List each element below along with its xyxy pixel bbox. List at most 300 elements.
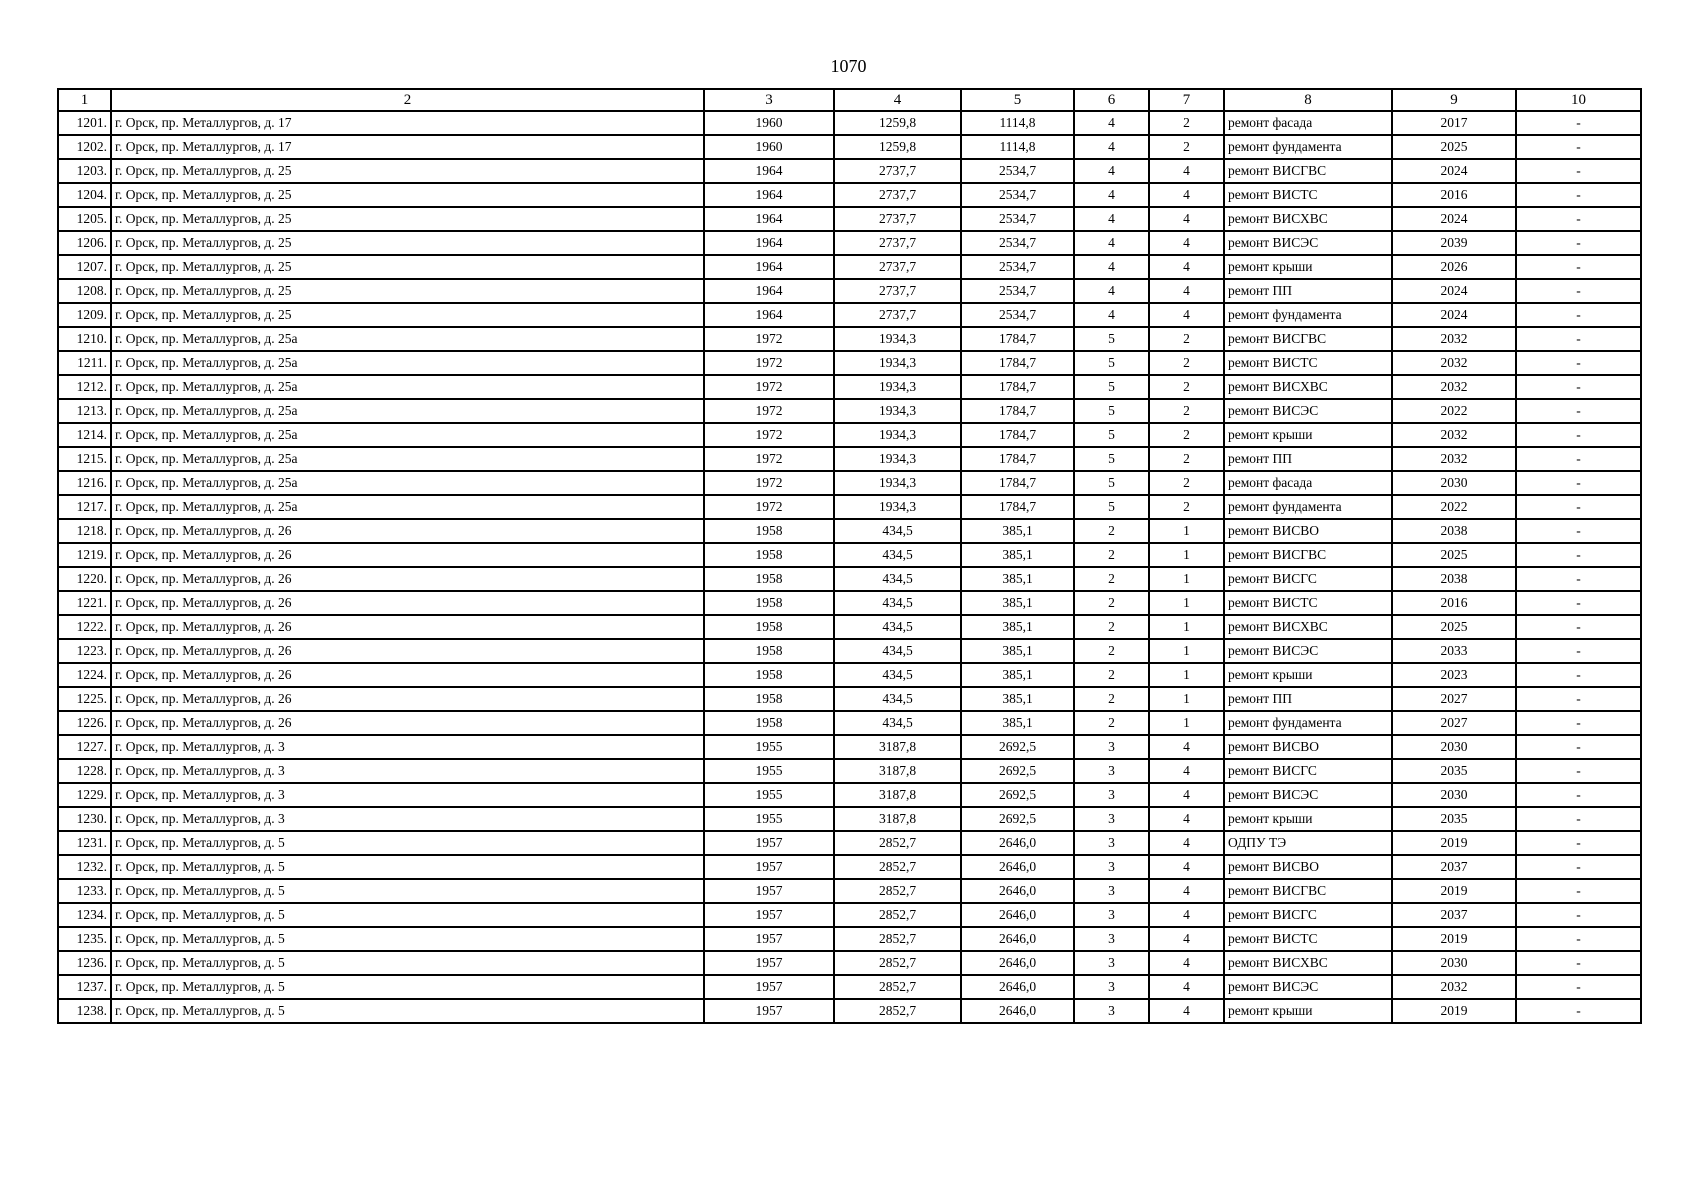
cell-planned-year: 2037 bbox=[1392, 903, 1516, 927]
cell-note: - bbox=[1516, 735, 1641, 759]
header-row bbox=[58, 89, 1641, 111]
table-row bbox=[58, 279, 1641, 303]
cell-floors: 3 bbox=[1074, 999, 1149, 1023]
cell-address: г. Орск, пр. Металлургов, д. 5 bbox=[111, 927, 704, 951]
cell-planned-year: 2038 bbox=[1392, 567, 1516, 591]
cell-floors: 5 bbox=[1074, 327, 1149, 351]
cell-work-type: ремонт ВИСВО bbox=[1224, 855, 1392, 879]
cell-floors: 5 bbox=[1074, 423, 1149, 447]
column-header-9: 9 bbox=[1392, 89, 1516, 111]
column-header-6: 6 bbox=[1074, 89, 1149, 111]
cell-work-type: ремонт ВИСХВС bbox=[1224, 207, 1392, 231]
cell-living-area: 1784,7 bbox=[961, 447, 1074, 471]
cell-year-built: 1972 bbox=[704, 495, 834, 519]
cell-total-area: 434,5 bbox=[834, 519, 961, 543]
cell-note: - bbox=[1516, 639, 1641, 663]
cell-note: - bbox=[1516, 207, 1641, 231]
cell-row-number: 1223. bbox=[58, 639, 111, 663]
table-row bbox=[58, 615, 1641, 639]
cell-living-area: 2534,7 bbox=[961, 159, 1074, 183]
cell-row-number: 1210. bbox=[58, 327, 111, 351]
cell-work-type: ремонт ВИСТС bbox=[1224, 927, 1392, 951]
cell-total-area: 1934,3 bbox=[834, 399, 961, 423]
cell-address: г. Орск, пр. Металлургов, д. 3 bbox=[111, 735, 704, 759]
cell-work-type: ремонт фасада bbox=[1224, 111, 1392, 135]
cell-year-built: 1972 bbox=[704, 447, 834, 471]
table-row bbox=[58, 375, 1641, 399]
cell-floors: 4 bbox=[1074, 303, 1149, 327]
cell-work-type: ремонт ВИСЭС bbox=[1224, 399, 1392, 423]
column-header-10: 10 bbox=[1516, 89, 1641, 111]
cell-address: г. Орск, пр. Металлургов, д. 26 bbox=[111, 711, 704, 735]
cell-planned-year: 2025 bbox=[1392, 135, 1516, 159]
cell-total-area: 434,5 bbox=[834, 567, 961, 591]
cell-entrances: 4 bbox=[1149, 879, 1224, 903]
cell-address: г. Орск, пр. Металлургов, д. 5 bbox=[111, 879, 704, 903]
cell-planned-year: 2033 bbox=[1392, 639, 1516, 663]
cell-entrances: 2 bbox=[1149, 111, 1224, 135]
cell-floors: 4 bbox=[1074, 207, 1149, 231]
cell-living-area: 1114,8 bbox=[961, 111, 1074, 135]
cell-total-area: 3187,8 bbox=[834, 759, 961, 783]
cell-living-area: 385,1 bbox=[961, 711, 1074, 735]
cell-living-area: 2534,7 bbox=[961, 207, 1074, 231]
cell-total-area: 434,5 bbox=[834, 663, 961, 687]
cell-work-type: ремонт ВИСГВС bbox=[1224, 327, 1392, 351]
cell-living-area: 2534,7 bbox=[961, 255, 1074, 279]
cell-planned-year: 2019 bbox=[1392, 927, 1516, 951]
cell-floors: 3 bbox=[1074, 855, 1149, 879]
cell-entrances: 2 bbox=[1149, 327, 1224, 351]
table-row bbox=[58, 567, 1641, 591]
cell-total-area: 2737,7 bbox=[834, 159, 961, 183]
cell-living-area: 2692,5 bbox=[961, 735, 1074, 759]
cell-address: г. Орск, пр. Металлургов, д. 25а bbox=[111, 399, 704, 423]
cell-year-built: 1958 bbox=[704, 567, 834, 591]
cell-address: г. Орск, пр. Металлургов, д. 25 bbox=[111, 183, 704, 207]
cell-address: г. Орск, пр. Металлургов, д. 25 bbox=[111, 255, 704, 279]
cell-address: г. Орск, пр. Металлургов, д. 25 bbox=[111, 279, 704, 303]
cell-year-built: 1955 bbox=[704, 783, 834, 807]
cell-entrances: 4 bbox=[1149, 999, 1224, 1023]
cell-address: г. Орск, пр. Металлургов, д. 26 bbox=[111, 591, 704, 615]
cell-row-number: 1218. bbox=[58, 519, 111, 543]
cell-total-area: 1934,3 bbox=[834, 471, 961, 495]
cell-work-type: ремонт фасада bbox=[1224, 471, 1392, 495]
cell-floors: 5 bbox=[1074, 471, 1149, 495]
cell-work-type: ремонт крыши bbox=[1224, 255, 1392, 279]
table-body bbox=[58, 111, 1641, 1023]
cell-row-number: 1215. bbox=[58, 447, 111, 471]
cell-note: - bbox=[1516, 159, 1641, 183]
cell-note: - bbox=[1516, 111, 1641, 135]
table-row bbox=[58, 543, 1641, 567]
cell-living-area: 2646,0 bbox=[961, 855, 1074, 879]
cell-note: - bbox=[1516, 711, 1641, 735]
cell-floors: 5 bbox=[1074, 495, 1149, 519]
cell-year-built: 1972 bbox=[704, 399, 834, 423]
cell-row-number: 1235. bbox=[58, 927, 111, 951]
cell-work-type: ремонт ВИСГВС bbox=[1224, 879, 1392, 903]
cell-work-type: ремонт ПП bbox=[1224, 447, 1392, 471]
cell-year-built: 1972 bbox=[704, 471, 834, 495]
cell-floors: 2 bbox=[1074, 615, 1149, 639]
cell-planned-year: 2025 bbox=[1392, 615, 1516, 639]
cell-entrances: 2 bbox=[1149, 375, 1224, 399]
cell-row-number: 1232. bbox=[58, 855, 111, 879]
table-row bbox=[58, 471, 1641, 495]
cell-living-area: 2534,7 bbox=[961, 183, 1074, 207]
cell-total-area: 434,5 bbox=[834, 543, 961, 567]
cell-planned-year: 2037 bbox=[1392, 855, 1516, 879]
cell-planned-year: 2032 bbox=[1392, 423, 1516, 447]
table-row bbox=[58, 663, 1641, 687]
cell-entrances: 1 bbox=[1149, 639, 1224, 663]
cell-entrances: 4 bbox=[1149, 975, 1224, 999]
cell-total-area: 1934,3 bbox=[834, 351, 961, 375]
table-row bbox=[58, 447, 1641, 471]
cell-work-type: ОДПУ ТЭ bbox=[1224, 831, 1392, 855]
cell-row-number: 1230. bbox=[58, 807, 111, 831]
cell-planned-year: 2039 bbox=[1392, 231, 1516, 255]
cell-address: г. Орск, пр. Металлургов, д. 26 bbox=[111, 615, 704, 639]
cell-floors: 3 bbox=[1074, 903, 1149, 927]
cell-address: г. Орск, пр. Металлургов, д. 25а bbox=[111, 447, 704, 471]
cell-total-area: 2737,7 bbox=[834, 231, 961, 255]
cell-planned-year: 2016 bbox=[1392, 183, 1516, 207]
cell-work-type: ремонт фундамента bbox=[1224, 495, 1392, 519]
cell-entrances: 1 bbox=[1149, 519, 1224, 543]
table-row bbox=[58, 231, 1641, 255]
cell-entrances: 4 bbox=[1149, 807, 1224, 831]
cell-address: г. Орск, пр. Металлургов, д. 5 bbox=[111, 903, 704, 927]
cell-entrances: 4 bbox=[1149, 831, 1224, 855]
cell-year-built: 1964 bbox=[704, 303, 834, 327]
cell-row-number: 1209. bbox=[58, 303, 111, 327]
cell-work-type: ремонт фундамента bbox=[1224, 135, 1392, 159]
table-row bbox=[58, 807, 1641, 831]
column-header-1: 1 bbox=[58, 89, 111, 111]
cell-work-type: ремонт ВИСЭС bbox=[1224, 639, 1392, 663]
cell-planned-year: 2024 bbox=[1392, 159, 1516, 183]
cell-note: - bbox=[1516, 807, 1641, 831]
cell-planned-year: 2024 bbox=[1392, 279, 1516, 303]
cell-address: г. Орск, пр. Металлургов, д. 25а bbox=[111, 375, 704, 399]
cell-living-area: 2646,0 bbox=[961, 903, 1074, 927]
cell-living-area: 385,1 bbox=[961, 663, 1074, 687]
cell-address: г. Орск, пр. Металлургов, д. 26 bbox=[111, 543, 704, 567]
cell-row-number: 1226. bbox=[58, 711, 111, 735]
cell-total-area: 2852,7 bbox=[834, 903, 961, 927]
table-row bbox=[58, 783, 1641, 807]
cell-entrances: 4 bbox=[1149, 255, 1224, 279]
cell-address: г. Орск, пр. Металлургов, д. 5 bbox=[111, 855, 704, 879]
cell-planned-year: 2019 bbox=[1392, 999, 1516, 1023]
cell-row-number: 1237. bbox=[58, 975, 111, 999]
column-header-2: 2 bbox=[111, 89, 704, 111]
table-row bbox=[58, 135, 1641, 159]
cell-planned-year: 2032 bbox=[1392, 327, 1516, 351]
cell-work-type: ремонт крыши bbox=[1224, 663, 1392, 687]
cell-total-area: 2852,7 bbox=[834, 855, 961, 879]
cell-row-number: 1227. bbox=[58, 735, 111, 759]
cell-planned-year: 2030 bbox=[1392, 471, 1516, 495]
table-row bbox=[58, 975, 1641, 999]
cell-row-number: 1213. bbox=[58, 399, 111, 423]
cell-row-number: 1229. bbox=[58, 783, 111, 807]
cell-total-area: 434,5 bbox=[834, 711, 961, 735]
cell-work-type: ремонт ВИСГВС bbox=[1224, 543, 1392, 567]
cell-note: - bbox=[1516, 303, 1641, 327]
cell-entrances: 1 bbox=[1149, 711, 1224, 735]
page-number: 1070 bbox=[830, 56, 867, 76]
cell-living-area: 1784,7 bbox=[961, 423, 1074, 447]
cell-year-built: 1957 bbox=[704, 855, 834, 879]
table-row bbox=[58, 399, 1641, 423]
cell-note: - bbox=[1516, 423, 1641, 447]
cell-total-area: 2737,7 bbox=[834, 255, 961, 279]
cell-row-number: 1205. bbox=[58, 207, 111, 231]
cell-living-area: 1784,7 bbox=[961, 495, 1074, 519]
cell-total-area: 434,5 bbox=[834, 639, 961, 663]
cell-note: - bbox=[1516, 519, 1641, 543]
cell-year-built: 1958 bbox=[704, 687, 834, 711]
cell-total-area: 2852,7 bbox=[834, 831, 961, 855]
cell-year-built: 1957 bbox=[704, 975, 834, 999]
cell-note: - bbox=[1516, 663, 1641, 687]
cell-address: г. Орск, пр. Металлургов, д. 3 bbox=[111, 759, 704, 783]
cell-floors: 5 bbox=[1074, 399, 1149, 423]
table-row bbox=[58, 255, 1641, 279]
cell-address: г. Орск, пр. Металлургов, д. 25 bbox=[111, 207, 704, 231]
cell-living-area: 385,1 bbox=[961, 519, 1074, 543]
cell-planned-year: 2038 bbox=[1392, 519, 1516, 543]
cell-address: г. Орск, пр. Металлургов, д. 5 bbox=[111, 951, 704, 975]
cell-work-type: ремонт ВИСХВС bbox=[1224, 951, 1392, 975]
cell-year-built: 1972 bbox=[704, 375, 834, 399]
cell-living-area: 2646,0 bbox=[961, 927, 1074, 951]
cell-note: - bbox=[1516, 279, 1641, 303]
cell-planned-year: 2022 bbox=[1392, 399, 1516, 423]
cell-address: г. Орск, пр. Металлургов, д. 25а bbox=[111, 495, 704, 519]
cell-living-area: 2534,7 bbox=[961, 231, 1074, 255]
cell-work-type: ремонт ВИСВО bbox=[1224, 519, 1392, 543]
table-row bbox=[58, 999, 1641, 1023]
cell-total-area: 3187,8 bbox=[834, 735, 961, 759]
cell-entrances: 4 bbox=[1149, 855, 1224, 879]
cell-entrances: 2 bbox=[1149, 447, 1224, 471]
cell-year-built: 1964 bbox=[704, 255, 834, 279]
cell-total-area: 2737,7 bbox=[834, 279, 961, 303]
cell-floors: 3 bbox=[1074, 807, 1149, 831]
cell-planned-year: 2035 bbox=[1392, 807, 1516, 831]
cell-planned-year: 2030 bbox=[1392, 735, 1516, 759]
cell-note: - bbox=[1516, 135, 1641, 159]
cell-note: - bbox=[1516, 543, 1641, 567]
cell-note: - bbox=[1516, 375, 1641, 399]
cell-floors: 3 bbox=[1074, 927, 1149, 951]
cell-work-type: ремонт ВИСТС bbox=[1224, 351, 1392, 375]
table-row bbox=[58, 351, 1641, 375]
cell-living-area: 2692,5 bbox=[961, 807, 1074, 831]
cell-note: - bbox=[1516, 855, 1641, 879]
cell-floors: 5 bbox=[1074, 447, 1149, 471]
cell-planned-year: 2022 bbox=[1392, 495, 1516, 519]
cell-living-area: 1784,7 bbox=[961, 351, 1074, 375]
cell-address: г. Орск, пр. Металлургов, д. 25а bbox=[111, 423, 704, 447]
cell-living-area: 385,1 bbox=[961, 615, 1074, 639]
cell-living-area: 2534,7 bbox=[961, 303, 1074, 327]
cell-work-type: ремонт ВИСТС bbox=[1224, 591, 1392, 615]
table-row bbox=[58, 903, 1641, 927]
cell-living-area: 1784,7 bbox=[961, 375, 1074, 399]
cell-work-type: ремонт крыши bbox=[1224, 807, 1392, 831]
cell-planned-year: 2035 bbox=[1392, 759, 1516, 783]
table-row bbox=[58, 831, 1641, 855]
cell-entrances: 4 bbox=[1149, 903, 1224, 927]
cell-living-area: 2646,0 bbox=[961, 831, 1074, 855]
cell-living-area: 385,1 bbox=[961, 567, 1074, 591]
table-row bbox=[58, 759, 1641, 783]
cell-entrances: 4 bbox=[1149, 951, 1224, 975]
cell-row-number: 1211. bbox=[58, 351, 111, 375]
cell-address: г. Орск, пр. Металлургов, д. 5 bbox=[111, 831, 704, 855]
cell-year-built: 1972 bbox=[704, 327, 834, 351]
cell-planned-year: 2026 bbox=[1392, 255, 1516, 279]
cell-note: - bbox=[1516, 591, 1641, 615]
cell-entrances: 4 bbox=[1149, 159, 1224, 183]
cell-year-built: 1958 bbox=[704, 711, 834, 735]
cell-total-area: 3187,8 bbox=[834, 783, 961, 807]
cell-entrances: 4 bbox=[1149, 759, 1224, 783]
table-row bbox=[58, 423, 1641, 447]
cell-year-built: 1964 bbox=[704, 183, 834, 207]
table-row bbox=[58, 735, 1641, 759]
cell-address: г. Орск, пр. Металлургов, д. 17 bbox=[111, 111, 704, 135]
cell-living-area: 2646,0 bbox=[961, 975, 1074, 999]
cell-total-area: 1259,8 bbox=[834, 111, 961, 135]
cell-floors: 2 bbox=[1074, 519, 1149, 543]
cell-planned-year: 2024 bbox=[1392, 303, 1516, 327]
cell-work-type: ремонт ВИСГС bbox=[1224, 759, 1392, 783]
cell-living-area: 1784,7 bbox=[961, 399, 1074, 423]
table-row bbox=[58, 879, 1641, 903]
cell-year-built: 1958 bbox=[704, 663, 834, 687]
cell-work-type: ремонт фундамента bbox=[1224, 711, 1392, 735]
cell-living-area: 385,1 bbox=[961, 543, 1074, 567]
cell-living-area: 1784,7 bbox=[961, 327, 1074, 351]
cell-planned-year: 2019 bbox=[1392, 831, 1516, 855]
cell-year-built: 1958 bbox=[704, 591, 834, 615]
cell-year-built: 1957 bbox=[704, 927, 834, 951]
table-row bbox=[58, 303, 1641, 327]
cell-note: - bbox=[1516, 231, 1641, 255]
cell-floors: 2 bbox=[1074, 543, 1149, 567]
cell-entrances: 4 bbox=[1149, 207, 1224, 231]
cell-year-built: 1972 bbox=[704, 423, 834, 447]
cell-row-number: 1212. bbox=[58, 375, 111, 399]
cell-floors: 2 bbox=[1074, 591, 1149, 615]
cell-address: г. Орск, пр. Металлургов, д. 26 bbox=[111, 567, 704, 591]
cell-year-built: 1957 bbox=[704, 999, 834, 1023]
cell-planned-year: 2025 bbox=[1392, 543, 1516, 567]
cell-row-number: 1231. bbox=[58, 831, 111, 855]
cell-total-area: 2852,7 bbox=[834, 975, 961, 999]
cell-floors: 3 bbox=[1074, 759, 1149, 783]
cell-row-number: 1221. bbox=[58, 591, 111, 615]
cell-planned-year: 2017 bbox=[1392, 111, 1516, 135]
cell-row-number: 1224. bbox=[58, 663, 111, 687]
cell-year-built: 1955 bbox=[704, 735, 834, 759]
cell-row-number: 1214. bbox=[58, 423, 111, 447]
cell-row-number: 1225. bbox=[58, 687, 111, 711]
cell-floors: 2 bbox=[1074, 663, 1149, 687]
cell-total-area: 434,5 bbox=[834, 687, 961, 711]
cell-floors: 4 bbox=[1074, 255, 1149, 279]
cell-planned-year: 2023 bbox=[1392, 663, 1516, 687]
cell-address: г. Орск, пр. Металлургов, д. 25 bbox=[111, 231, 704, 255]
cell-planned-year: 2032 bbox=[1392, 375, 1516, 399]
cell-year-built: 1958 bbox=[704, 519, 834, 543]
cell-note: - bbox=[1516, 567, 1641, 591]
cell-row-number: 1216. bbox=[58, 471, 111, 495]
registry-table bbox=[57, 88, 1642, 1024]
cell-address: г. Орск, пр. Металлургов, д. 3 bbox=[111, 807, 704, 831]
cell-floors: 2 bbox=[1074, 567, 1149, 591]
cell-year-built: 1964 bbox=[704, 159, 834, 183]
cell-total-area: 2737,7 bbox=[834, 183, 961, 207]
cell-living-area: 385,1 bbox=[961, 591, 1074, 615]
cell-note: - bbox=[1516, 447, 1641, 471]
cell-note: - bbox=[1516, 495, 1641, 519]
cell-work-type: ремонт ВИСЭС bbox=[1224, 231, 1392, 255]
column-header-5: 5 bbox=[961, 89, 1074, 111]
cell-living-area: 2692,5 bbox=[961, 783, 1074, 807]
table-row bbox=[58, 855, 1641, 879]
cell-note: - bbox=[1516, 903, 1641, 927]
table-row bbox=[58, 711, 1641, 735]
cell-note: - bbox=[1516, 999, 1641, 1023]
cell-row-number: 1217. bbox=[58, 495, 111, 519]
cell-work-type: ремонт крыши bbox=[1224, 999, 1392, 1023]
cell-year-built: 1957 bbox=[704, 903, 834, 927]
cell-living-area: 2646,0 bbox=[961, 951, 1074, 975]
cell-work-type: ремонт крыши bbox=[1224, 423, 1392, 447]
cell-work-type: ремонт ВИСГС bbox=[1224, 903, 1392, 927]
cell-floors: 3 bbox=[1074, 879, 1149, 903]
cell-work-type: ремонт ВИСЭС bbox=[1224, 975, 1392, 999]
cell-entrances: 4 bbox=[1149, 231, 1224, 255]
cell-living-area: 2692,5 bbox=[961, 759, 1074, 783]
cell-row-number: 1202. bbox=[58, 135, 111, 159]
cell-row-number: 1222. bbox=[58, 615, 111, 639]
cell-address: г. Орск, пр. Металлургов, д. 5 bbox=[111, 999, 704, 1023]
cell-note: - bbox=[1516, 399, 1641, 423]
cell-floors: 4 bbox=[1074, 279, 1149, 303]
cell-planned-year: 2032 bbox=[1392, 975, 1516, 999]
cell-year-built: 1955 bbox=[704, 759, 834, 783]
cell-entrances: 1 bbox=[1149, 687, 1224, 711]
cell-floors: 4 bbox=[1074, 159, 1149, 183]
column-header-3: 3 bbox=[704, 89, 834, 111]
column-header-4: 4 bbox=[834, 89, 961, 111]
cell-work-type: ремонт ВИСХВС bbox=[1224, 375, 1392, 399]
cell-work-type: ремонт ПП bbox=[1224, 687, 1392, 711]
cell-address: г. Орск, пр. Металлургов, д. 26 bbox=[111, 687, 704, 711]
cell-total-area: 3187,8 bbox=[834, 807, 961, 831]
cell-address: г. Орск, пр. Металлургов, д. 5 bbox=[111, 975, 704, 999]
cell-living-area: 1784,7 bbox=[961, 471, 1074, 495]
